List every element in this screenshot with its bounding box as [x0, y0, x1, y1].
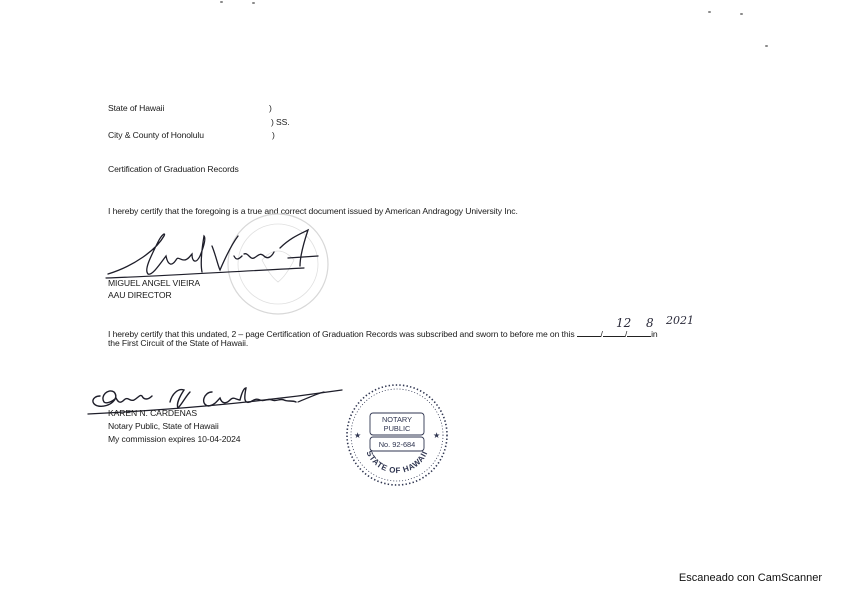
handwritten-month: 12 [616, 316, 632, 330]
seal-center-line2: PUBLIC [383, 424, 411, 433]
camscanner-watermark: Escaneado con CamScanner [678, 572, 822, 584]
seal-bottom-path: STATE OF HAWAII [364, 449, 430, 476]
venue-county: City & County of Honolulu [108, 130, 204, 140]
notary-seal [342, 380, 452, 490]
sworn-statement-text: I hereby certify that this undated, 2 – page Certification of Graduation Records was subscribed and sworn to before me on this [108, 329, 575, 339]
signer-title: AAU DIRECTOR [108, 290, 172, 300]
venue-state: State of Hawaii [108, 103, 165, 113]
venue-paren: ) [269, 103, 272, 113]
document-title: Certification of Graduation Records [108, 164, 239, 174]
seal-star-right: ★ [433, 431, 441, 440]
seal-star-left: ★ [354, 431, 362, 440]
sworn-statement-line2: the First Circuit of the State of Hawaii. [108, 338, 249, 348]
date-blank-month [577, 327, 601, 337]
scan-artifact [708, 11, 711, 13]
venue-ss: ) SS. [271, 117, 290, 127]
scan-artifact [220, 1, 223, 3]
notary-name: KAREN N. CARDENAS [108, 408, 198, 418]
handwritten-day: 8 [646, 316, 654, 330]
seal-number: No. 92-684 [378, 440, 416, 449]
handwritten-year: 2021 [666, 314, 694, 327]
venue-paren: ) [272, 130, 275, 140]
sworn-statement-line1: I hereby certify that this undated, 2 – page Certification of Graduation Records was subscribed and sworn to before me on this / / in [108, 329, 658, 339]
notary-title: Notary Public, State of Hawaii [108, 421, 219, 431]
seal-center-line1: NOTARY [381, 415, 413, 424]
notary-commission: My commission expires 10-04-2024 [108, 434, 241, 444]
scan-artifact [765, 45, 768, 47]
sworn-statement-in: in [651, 329, 658, 339]
scan-artifact [740, 13, 743, 15]
seal-bottom-text [365, 449, 430, 475]
signer-name: MIGUEL ANGEL VIEIRA [108, 278, 201, 288]
scan-artifact [252, 2, 255, 4]
certification-statement: I hereby certify that the foregoing is a true and correct document issued by American Andragogy University Inc. [108, 206, 518, 216]
director-signature [104, 226, 334, 286]
